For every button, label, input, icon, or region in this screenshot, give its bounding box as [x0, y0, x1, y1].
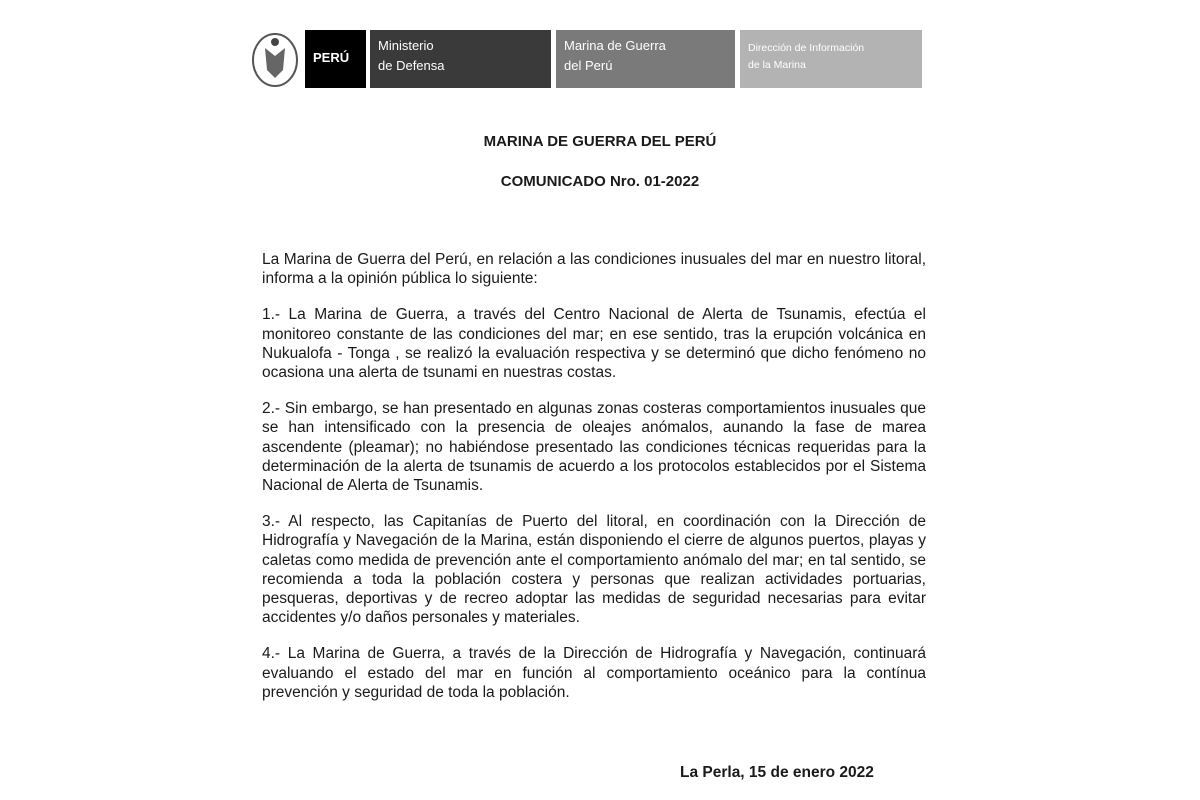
paragraph-4: 4.- La Marina de Guerra, a través de la Dirección de Hidrografía y Navegación, continuará evaluando el estado del mar en función al comportamiento oceánico para la contínua prevención y seguridad de toda la población. — [262, 645, 926, 701]
office-line-2: de la Marina — [748, 59, 806, 71]
document-subheading: COMUNICADO Nro. 01-2022 — [500, 173, 700, 190]
place-date: La Perla, 15 de enero 2022 — [680, 764, 874, 781]
navy-label — [556, 30, 735, 88]
navy-line-2: del Perú — [564, 58, 613, 73]
document-body — [262, 250, 926, 719]
paragraph-3: 3.- Al respecto, las Capitanías de Puerto del litoral, en coordinación con la Dirección de Hidrografía y Navegación de la Marina, están disponiendo el cierre de algunos puertos, playas y caletas como medida de prevención ante el comportamiento anómalo del mar; en tal sentido, se recomienda a toda la población costera y personas que realizan actividades portuarias, pesqueras, deportivas y de recreo adoptar las medidas de seguridad necesarias para evitar accidentes y/o daños personales y materiales. — [262, 513, 926, 627]
ministry-line-1: Ministerio — [378, 38, 434, 53]
navy-line-1: Marina de Guerra — [564, 38, 666, 53]
office-line-1: Dirección de Información — [748, 42, 865, 54]
paragraph-intro: La Marina de Guerra del Perú, en relación a las condiciones inusuales del mar en nuestro litoral, informa a la opinión pública lo siguiente: — [262, 251, 926, 288]
ministry-line-2: de Defensa — [378, 58, 445, 73]
document-heading: MARINA DE GUERRA DEL PERÚ — [483, 133, 717, 150]
paragraph-2: 2.- Sin embargo, se han presentado en algunas zonas costeras comportamientos inusuales que se han intensificado con la presencia de oleajes anómalos, aunando la fase de marea ascendente (pleamar); no habiéndose presentado las condiciones técnicas requeridas para la determinación de la alerta de tsunamis de acuerdo a los protocolos establecidos por el Sistema Nacional de Alerta de Tsunamis. — [262, 400, 926, 495]
coat-of-arms-logo — [250, 30, 300, 88]
ministry-label — [370, 30, 551, 88]
paragraph-1: 1.- La Marina de Guerra, a través del Centro Nacional de Alerta de Tsunamis, efectúa el monitoreo constante de las condiciones del mar; en ese sentido, tras la erupción volcánica en Nukualofa - Tonga , se realizó la evaluación respectiva y se determinó que dicho fenómeno no ocasiona una alerta de tsunami en nuestras costas. — [262, 306, 926, 382]
office-label — [740, 30, 922, 88]
peru-label: PERÚ — [305, 30, 366, 88]
